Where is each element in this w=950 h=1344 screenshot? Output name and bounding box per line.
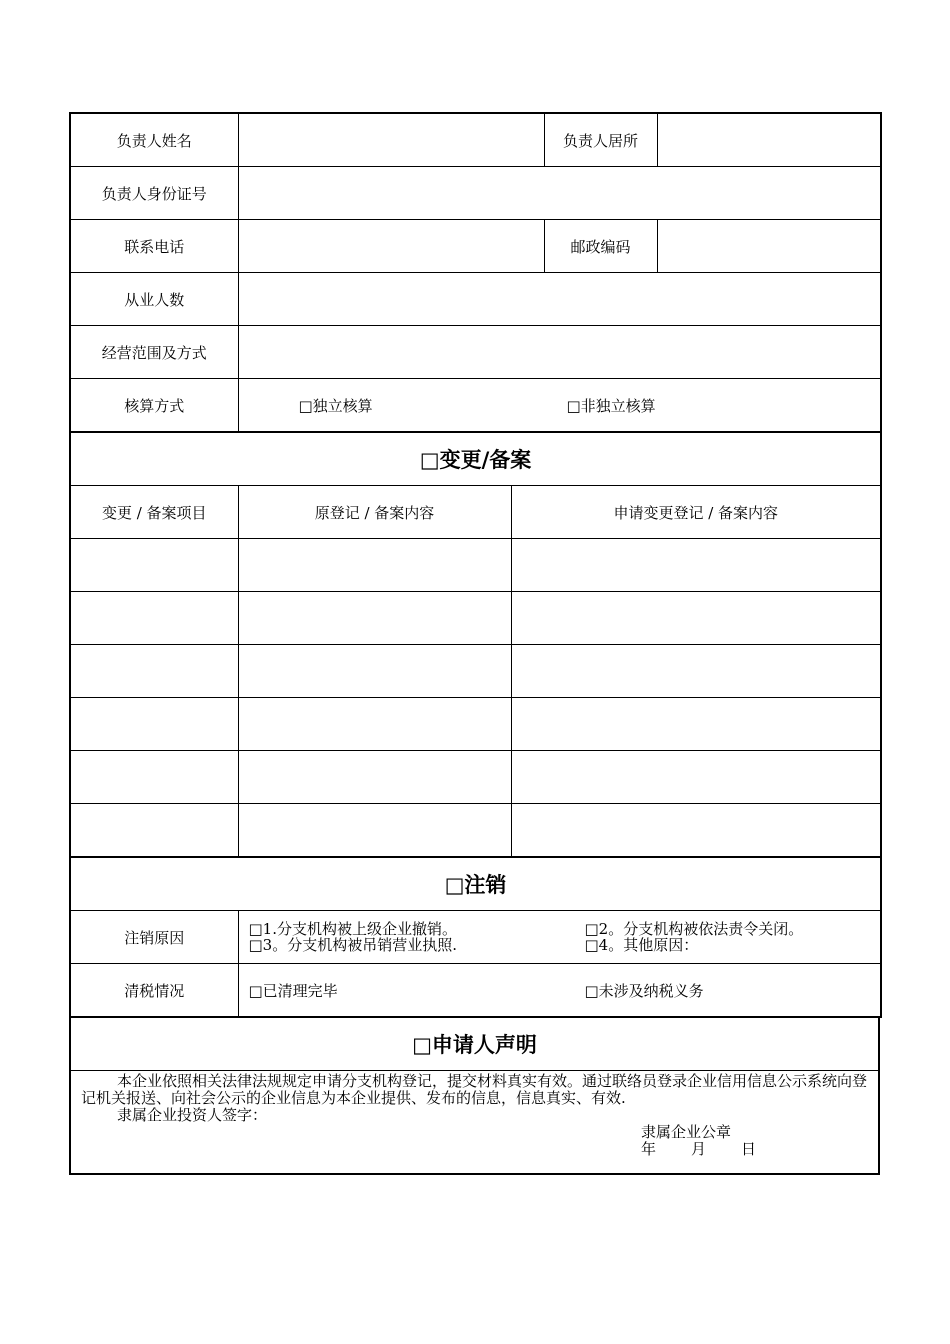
table-row-cell[interactable]	[70, 645, 238, 698]
head-id-field[interactable]	[238, 167, 881, 220]
day-label: 日	[741, 1140, 757, 1158]
declaration-text: 本企业依照相关法律法规规定申请分支机构登记，提交材料真实有效。通过联络员登录企业信用信息公示系统向登记机关报送、向社会公示的企业信息为本企业提供、发布的信息，信息真实、有效.	[81, 1072, 868, 1107]
head-id-label: 负责人身份证号	[70, 167, 238, 220]
employees-field[interactable]	[238, 273, 881, 326]
cancel-table	[69, 856, 882, 1018]
reason-1-checkbox[interactable]: □1.分支机构被上级企业撤销。	[248, 920, 457, 938]
head-name-field[interactable]	[238, 113, 544, 167]
scope-field[interactable]	[238, 326, 881, 379]
postcode-field[interactable]	[657, 220, 881, 273]
tax-status-label: 清税情况	[70, 964, 238, 1018]
table-row-cell[interactable]	[511, 592, 881, 645]
table-row-cell[interactable]	[238, 592, 511, 645]
registration-form	[69, 112, 880, 1175]
table-row-cell[interactable]	[70, 592, 238, 645]
postcode-label: 邮政编码	[544, 220, 657, 273]
basic-info-table	[69, 112, 882, 433]
date-line	[641, 1141, 870, 1158]
head-name-label: 负责人姓名	[70, 113, 238, 167]
scope-label: 经营范围及方式	[70, 326, 238, 379]
company-seal-label: 隶属企业公章	[641, 1123, 732, 1141]
reason-4-checkbox[interactable]: □4。其他原因：	[584, 936, 699, 954]
cancel-reason-options	[238, 911, 881, 964]
table-row-cell[interactable]	[70, 698, 238, 751]
reason-3-checkbox[interactable]: □3。分支机构被吊销营业执照.	[248, 936, 457, 954]
reason-2-checkbox[interactable]: □2。分支机构被依法责令关闭。	[584, 920, 804, 938]
year-label: 年	[641, 1140, 657, 1158]
table-row-cell[interactable]	[238, 804, 511, 858]
table-row-cell[interactable]	[238, 751, 511, 804]
tax-status-options	[238, 964, 881, 1018]
table-row-cell[interactable]	[238, 539, 511, 592]
change-item-header: 变更 / 备案项目	[70, 486, 238, 539]
phone-field[interactable]	[238, 220, 544, 273]
table-row-cell[interactable]	[238, 698, 511, 751]
table-row-cell[interactable]	[70, 804, 238, 858]
cancel-reason-label: 注销原因	[70, 911, 238, 964]
head-residence-label: 负责人居所	[544, 113, 657, 167]
non-independent-accounting-checkbox[interactable]: □非独立核算	[566, 396, 656, 415]
month-label: 月	[691, 1140, 707, 1158]
declaration-body	[70, 1071, 879, 1175]
head-residence-field[interactable]	[657, 113, 881, 167]
independent-accounting-checkbox[interactable]: □独立核算	[298, 396, 373, 415]
declaration-section-title[interactable]: □申请人声明	[70, 1017, 879, 1071]
accounting-label: 核算方式	[70, 379, 238, 433]
table-row-cell[interactable]	[511, 539, 881, 592]
original-content-header: 原登记 / 备案内容	[238, 486, 511, 539]
investor-signature-label: 隶属企业投资人签字：	[117, 1106, 268, 1124]
cancel-section-title[interactable]: □注销	[70, 857, 881, 911]
tax-cleared-checkbox[interactable]: □已清理完毕	[248, 981, 338, 1000]
table-row-cell[interactable]	[511, 645, 881, 698]
phone-label: 联系电话	[70, 220, 238, 273]
declaration-table	[69, 1016, 880, 1175]
accounting-options	[238, 379, 881, 433]
no-tax-obligation-checkbox[interactable]: □未涉及纳税义务	[584, 981, 704, 1000]
table-row-cell[interactable]	[70, 539, 238, 592]
change-section-title[interactable]: □变更/备案	[70, 432, 881, 486]
table-row-cell[interactable]	[511, 751, 881, 804]
employees-label: 从业人数	[70, 273, 238, 326]
table-row-cell[interactable]	[511, 804, 881, 858]
table-row-cell[interactable]	[238, 645, 511, 698]
table-row-cell[interactable]	[511, 698, 881, 751]
change-table	[69, 431, 882, 858]
table-row-cell[interactable]	[70, 751, 238, 804]
new-content-header: 申请变更登记 / 备案内容	[511, 486, 881, 539]
